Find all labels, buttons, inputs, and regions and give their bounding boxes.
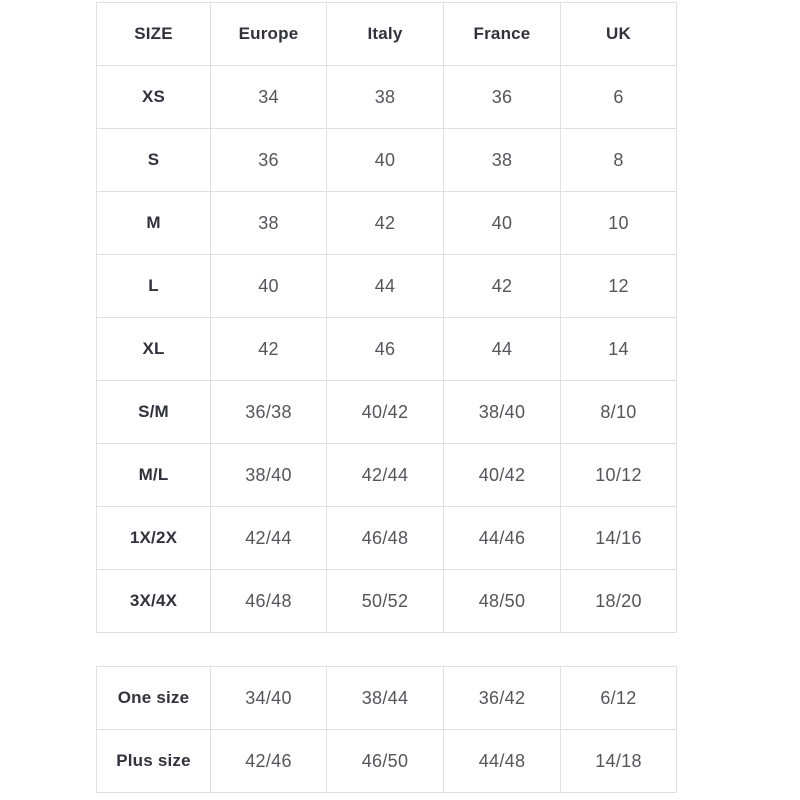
size-value-cell: 40/42 bbox=[327, 381, 444, 444]
table-row bbox=[97, 318, 677, 381]
size-value-cell: 36 bbox=[211, 129, 327, 192]
size-value-cell: 14/18 bbox=[561, 730, 677, 793]
size-value-cell: 14/16 bbox=[561, 507, 677, 570]
table-row bbox=[97, 381, 677, 444]
size-value-cell: 10/12 bbox=[561, 444, 677, 507]
size-value-cell: 44/46 bbox=[444, 507, 561, 570]
row-label: 1X/2X bbox=[97, 507, 211, 570]
size-value-cell: 36/38 bbox=[211, 381, 327, 444]
column-header-italy: Italy bbox=[327, 3, 444, 66]
column-header-france: France bbox=[444, 3, 561, 66]
size-value-cell: 18/20 bbox=[561, 570, 677, 633]
size-value-cell: 46/48 bbox=[327, 507, 444, 570]
table-row bbox=[97, 730, 677, 793]
row-label: 3X/4X bbox=[97, 570, 211, 633]
size-value-cell: 44 bbox=[444, 318, 561, 381]
size-value-cell: 48/50 bbox=[444, 570, 561, 633]
table-row bbox=[97, 570, 677, 633]
table-row bbox=[97, 667, 677, 730]
size-value-cell: 38 bbox=[327, 66, 444, 129]
size-value-cell: 40 bbox=[444, 192, 561, 255]
size-value-cell: 36/42 bbox=[444, 667, 561, 730]
size-value-cell: 12 bbox=[561, 255, 677, 318]
size-value-cell: 50/52 bbox=[327, 570, 444, 633]
table-row bbox=[97, 444, 677, 507]
size-value-cell: 40/42 bbox=[444, 444, 561, 507]
row-label: M bbox=[97, 192, 211, 255]
special-sizes-table-body bbox=[97, 667, 677, 793]
column-header-europe: Europe bbox=[211, 3, 327, 66]
size-value-cell: 8/10 bbox=[561, 381, 677, 444]
size-value-cell: 38 bbox=[211, 192, 327, 255]
size-value-cell: 42 bbox=[327, 192, 444, 255]
row-label: XS bbox=[97, 66, 211, 129]
header-row bbox=[97, 3, 677, 66]
size-table-body bbox=[97, 66, 677, 633]
row-label: Plus size bbox=[97, 730, 211, 793]
column-header-uk: UK bbox=[561, 3, 677, 66]
row-label: M/L bbox=[97, 444, 211, 507]
size-value-cell: 42/44 bbox=[211, 507, 327, 570]
row-label: One size bbox=[97, 667, 211, 730]
size-value-cell: 42/44 bbox=[327, 444, 444, 507]
size-value-cell: 42 bbox=[211, 318, 327, 381]
size-value-cell: 6 bbox=[561, 66, 677, 129]
size-value-cell: 38/40 bbox=[211, 444, 327, 507]
size-value-cell: 34 bbox=[211, 66, 327, 129]
size-value-cell: 42/46 bbox=[211, 730, 327, 793]
table-row bbox=[97, 255, 677, 318]
size-value-cell: 6/12 bbox=[561, 667, 677, 730]
size-value-cell: 46/48 bbox=[211, 570, 327, 633]
size-value-cell: 14 bbox=[561, 318, 677, 381]
size-value-cell: 10 bbox=[561, 192, 677, 255]
table-row bbox=[97, 507, 677, 570]
size-value-cell: 38/44 bbox=[327, 667, 444, 730]
size-value-cell: 40 bbox=[327, 129, 444, 192]
size-value-cell: 44 bbox=[327, 255, 444, 318]
row-label: XL bbox=[97, 318, 211, 381]
special-sizes-table bbox=[96, 666, 677, 793]
row-label: L bbox=[97, 255, 211, 318]
size-value-cell: 46 bbox=[327, 318, 444, 381]
row-label: S/M bbox=[97, 381, 211, 444]
size-value-cell: 40 bbox=[211, 255, 327, 318]
row-label: S bbox=[97, 129, 211, 192]
size-value-cell: 44/48 bbox=[444, 730, 561, 793]
table-row bbox=[97, 66, 677, 129]
size-value-cell: 38 bbox=[444, 129, 561, 192]
size-value-cell: 42 bbox=[444, 255, 561, 318]
size-conversion-table bbox=[96, 2, 677, 633]
table-row bbox=[97, 192, 677, 255]
size-value-cell: 38/40 bbox=[444, 381, 561, 444]
size-value-cell: 36 bbox=[444, 66, 561, 129]
table-row bbox=[97, 129, 677, 192]
size-value-cell: 46/50 bbox=[327, 730, 444, 793]
column-header-size: SIZE bbox=[97, 3, 211, 66]
size-value-cell: 34/40 bbox=[211, 667, 327, 730]
size-value-cell: 8 bbox=[561, 129, 677, 192]
